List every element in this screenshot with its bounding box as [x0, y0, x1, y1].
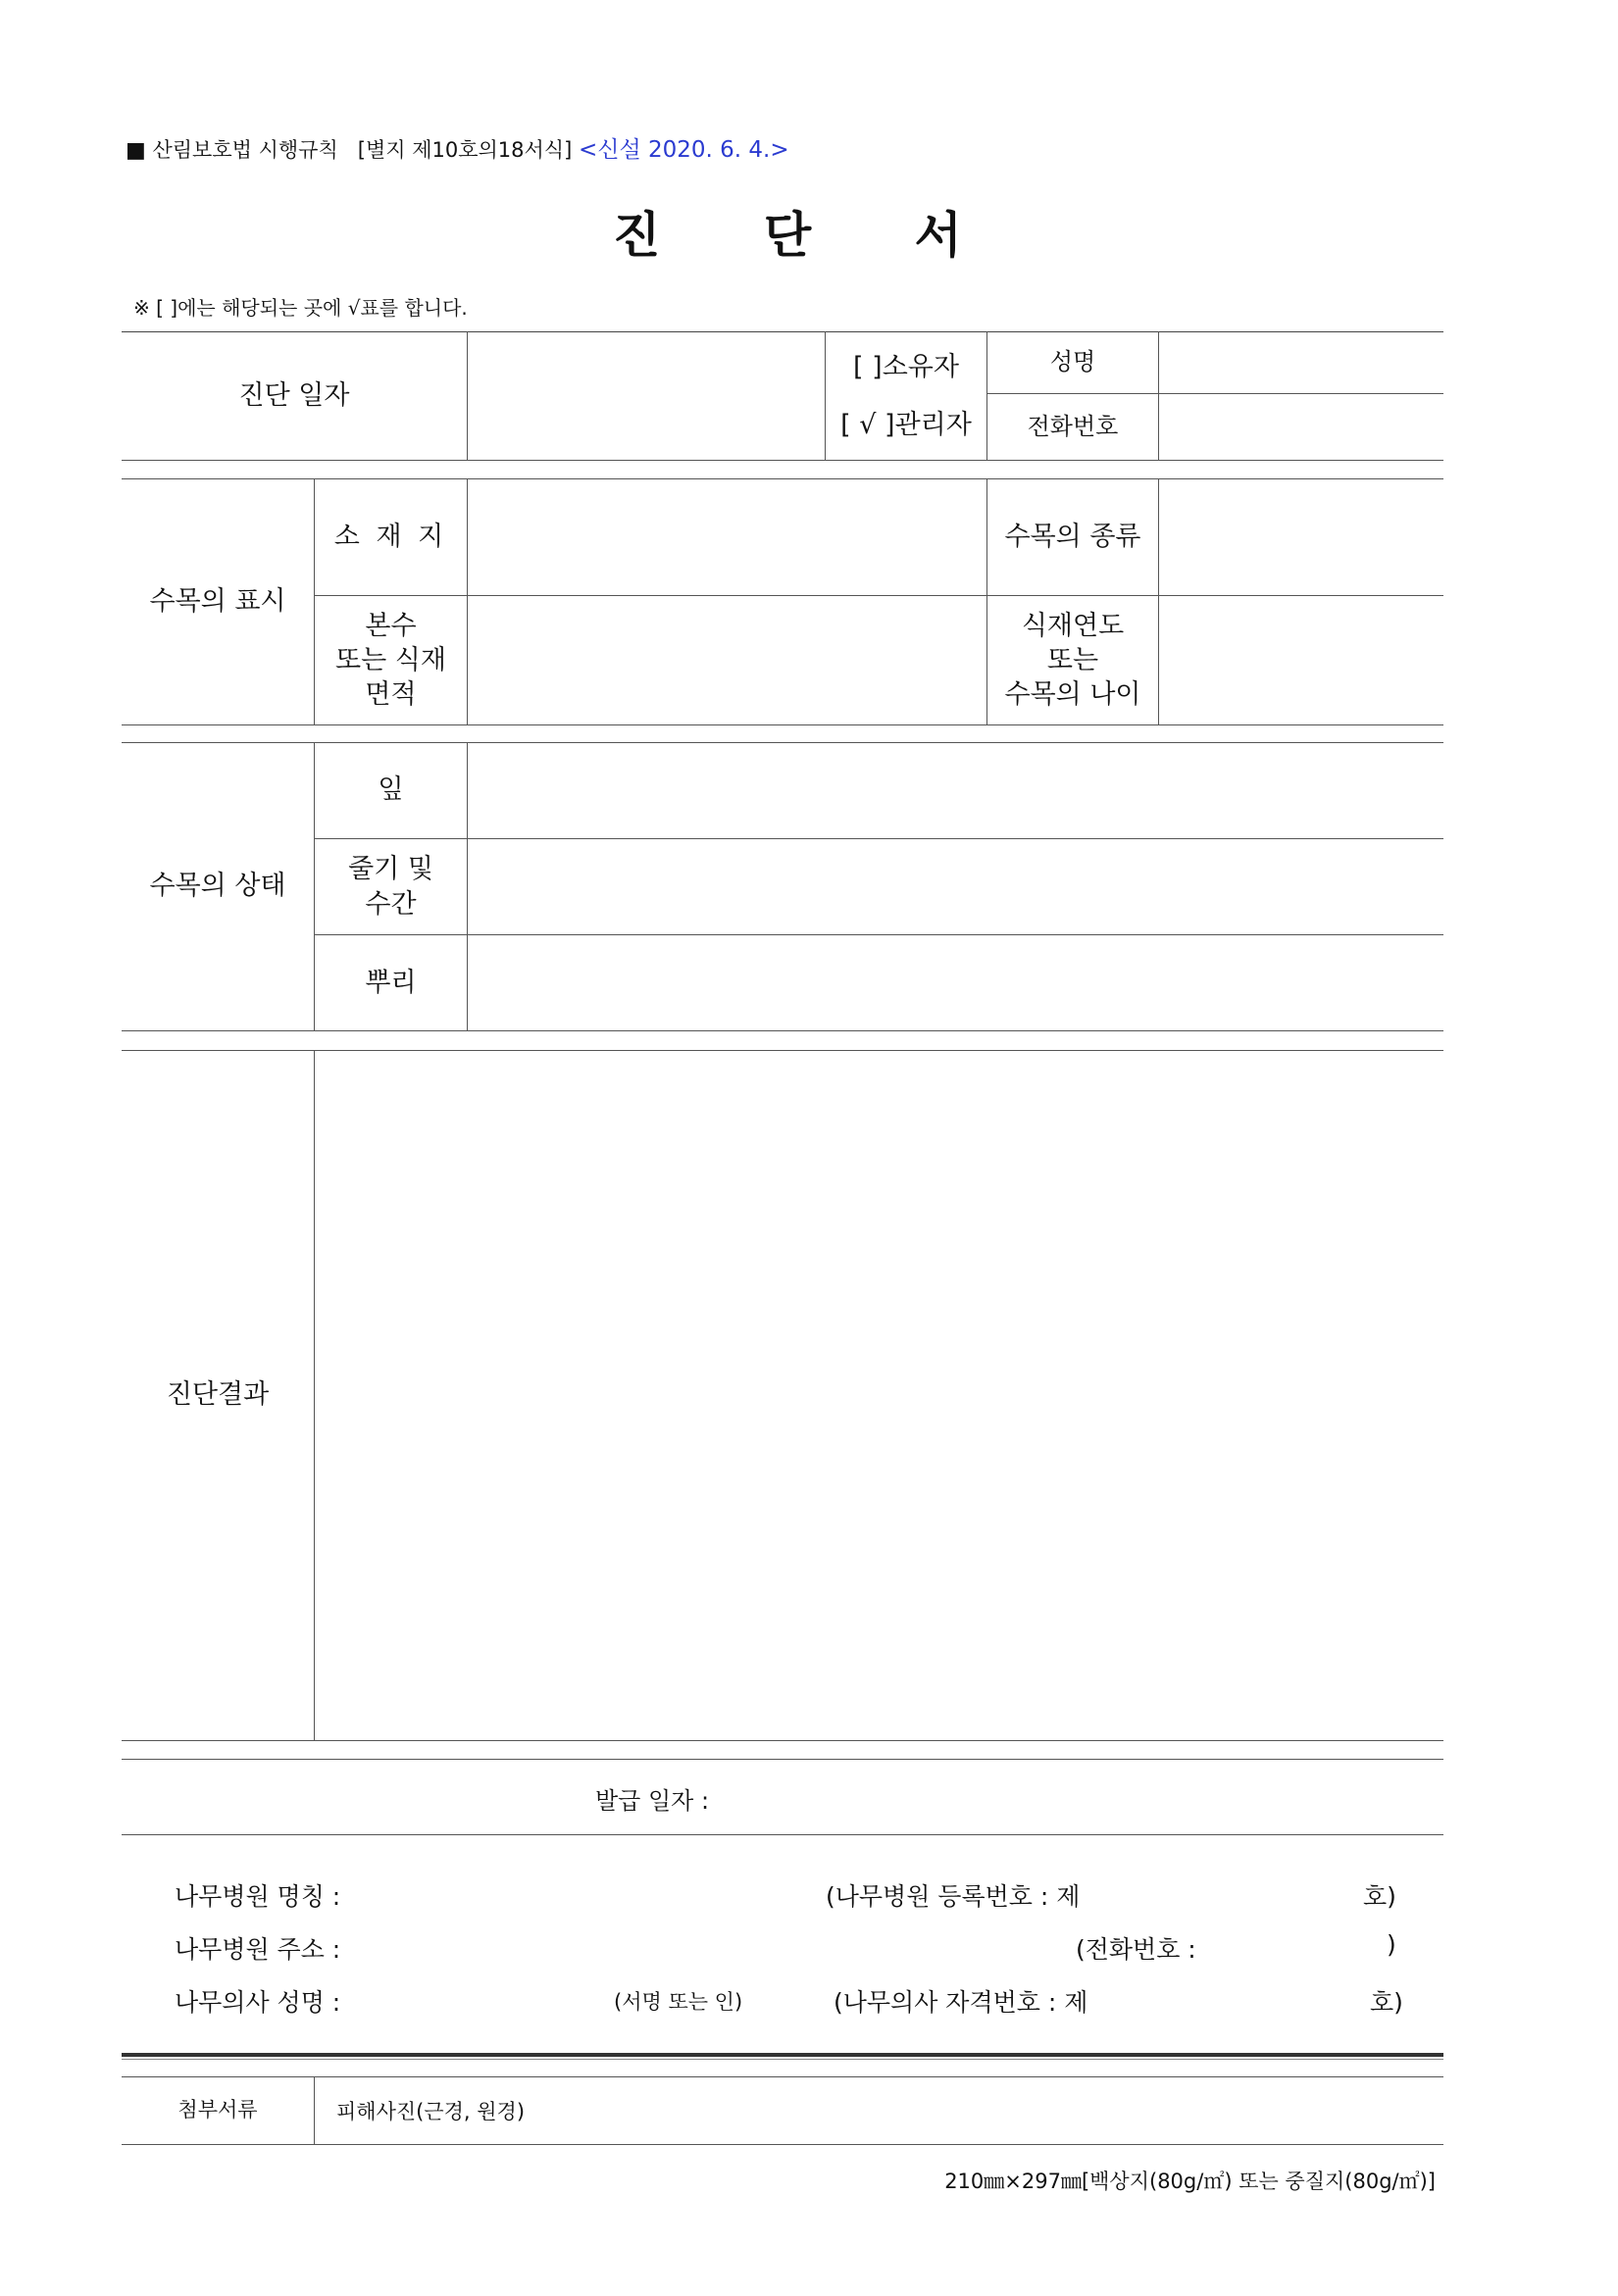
hospital-phone-suffix: ): [1387, 1930, 1396, 1959]
name-label: 성명: [1049, 347, 1096, 375]
hospital-name-label: 나무병원 명칭 :: [175, 1882, 341, 1911]
paper-spec: 210㎜×297㎜[백상지(80g/㎡) 또는 중질지(80g/㎡)]: [944, 2170, 1436, 2193]
species-field[interactable]: [1159, 479, 1443, 595]
divider: [122, 724, 1443, 725]
age-label-line-3: 수목의 나이: [1004, 679, 1141, 711]
count-label-line-3: 면적: [365, 679, 417, 711]
tree-state-label: 수목의 상태: [149, 871, 286, 902]
age-label-line-1: 식재연도: [1021, 610, 1125, 641]
stem-label-line-1: 줄기 및: [348, 854, 433, 885]
attachment-label: 첨부서류: [177, 2097, 258, 2121]
species-label: 수목의 종류: [1004, 521, 1141, 552]
divider: [122, 2076, 1443, 2077]
count-label-line-2: 또는 식재: [335, 644, 446, 675]
registration-number-suffix: 호): [1363, 1882, 1396, 1911]
manager-checkbox[interactable]: [ √ ]관리자: [840, 410, 972, 441]
planting-year-field[interactable]: [1159, 596, 1443, 724]
license-number-label: (나무의사 자격번호 : 제: [834, 1988, 1088, 2017]
stem-label: [315, 839, 467, 934]
stem-label-line-2: 수간: [365, 888, 417, 920]
result-label: 진단결과: [166, 1379, 270, 1411]
location-field[interactable]: [468, 479, 986, 595]
document-title: 진 단 서: [613, 207, 1005, 264]
planting-year-label: [987, 596, 1158, 724]
issue-date-label: 발급 일자 :: [595, 1787, 710, 1815]
result-field[interactable]: [315, 1051, 1443, 1740]
leaf-label: 잎: [378, 774, 404, 806]
tree-display-label: 수목의 표시: [149, 585, 286, 617]
name-field[interactable]: [1159, 332, 1443, 393]
form-number: [별지 제10호의18서식]: [357, 138, 573, 162]
stem-field[interactable]: [468, 839, 1443, 934]
law-name: 산림보호법 시행규칙: [152, 138, 338, 162]
phone-field[interactable]: [1159, 394, 1443, 460]
divider: [122, 1759, 1443, 1760]
hospital-phone-label: (전화번호 :: [1076, 1935, 1196, 1964]
age-label-line-2: 또는: [1046, 644, 1099, 675]
diagnosis-date-label: 진단 일자: [238, 379, 350, 411]
check-instruction: ※ [ ]에는 해당되는 곳에 √표를 합니다.: [133, 296, 468, 320]
divider: [122, 1740, 1443, 1741]
owner-checkbox[interactable]: [ ]소유자: [853, 352, 959, 383]
phone-label: 전화번호: [1027, 412, 1119, 440]
license-number-suffix: 호): [1370, 1988, 1403, 2017]
diagnosis-date-field[interactable]: [468, 332, 825, 460]
count-label-line-1: 본수: [365, 610, 417, 641]
count-area-label: [315, 596, 467, 724]
divider: [122, 2144, 1443, 2145]
divider: [122, 1030, 1443, 1031]
divider: [122, 460, 1443, 461]
leaf-field[interactable]: [468, 743, 1443, 838]
hospital-address-label: 나무병원 주소 :: [175, 1935, 341, 1964]
root-field[interactable]: [468, 935, 1443, 1030]
form-header: [126, 131, 789, 164]
count-area-field[interactable]: [468, 596, 986, 724]
location-label: 소 재 지: [333, 521, 448, 552]
root-label: 뿌리: [365, 967, 417, 998]
divider: [122, 1834, 1443, 1835]
thick-divider-shadow: [122, 2059, 1443, 2060]
signature-label[interactable]: (서명 또는 인): [614, 1990, 743, 2014]
revision-note: <신설 2020. 6. 4.>: [578, 137, 789, 163]
doctor-name-label: 나무의사 성명 :: [175, 1988, 341, 2017]
attachment-value: 피해사진(근경, 원경): [336, 2100, 526, 2123]
thick-divider: [122, 2053, 1443, 2057]
registration-number-label: (나무병원 등록번호 : 제: [826, 1882, 1081, 1911]
divider: [314, 2076, 315, 2144]
square-bullet-icon: ■: [126, 138, 146, 163]
